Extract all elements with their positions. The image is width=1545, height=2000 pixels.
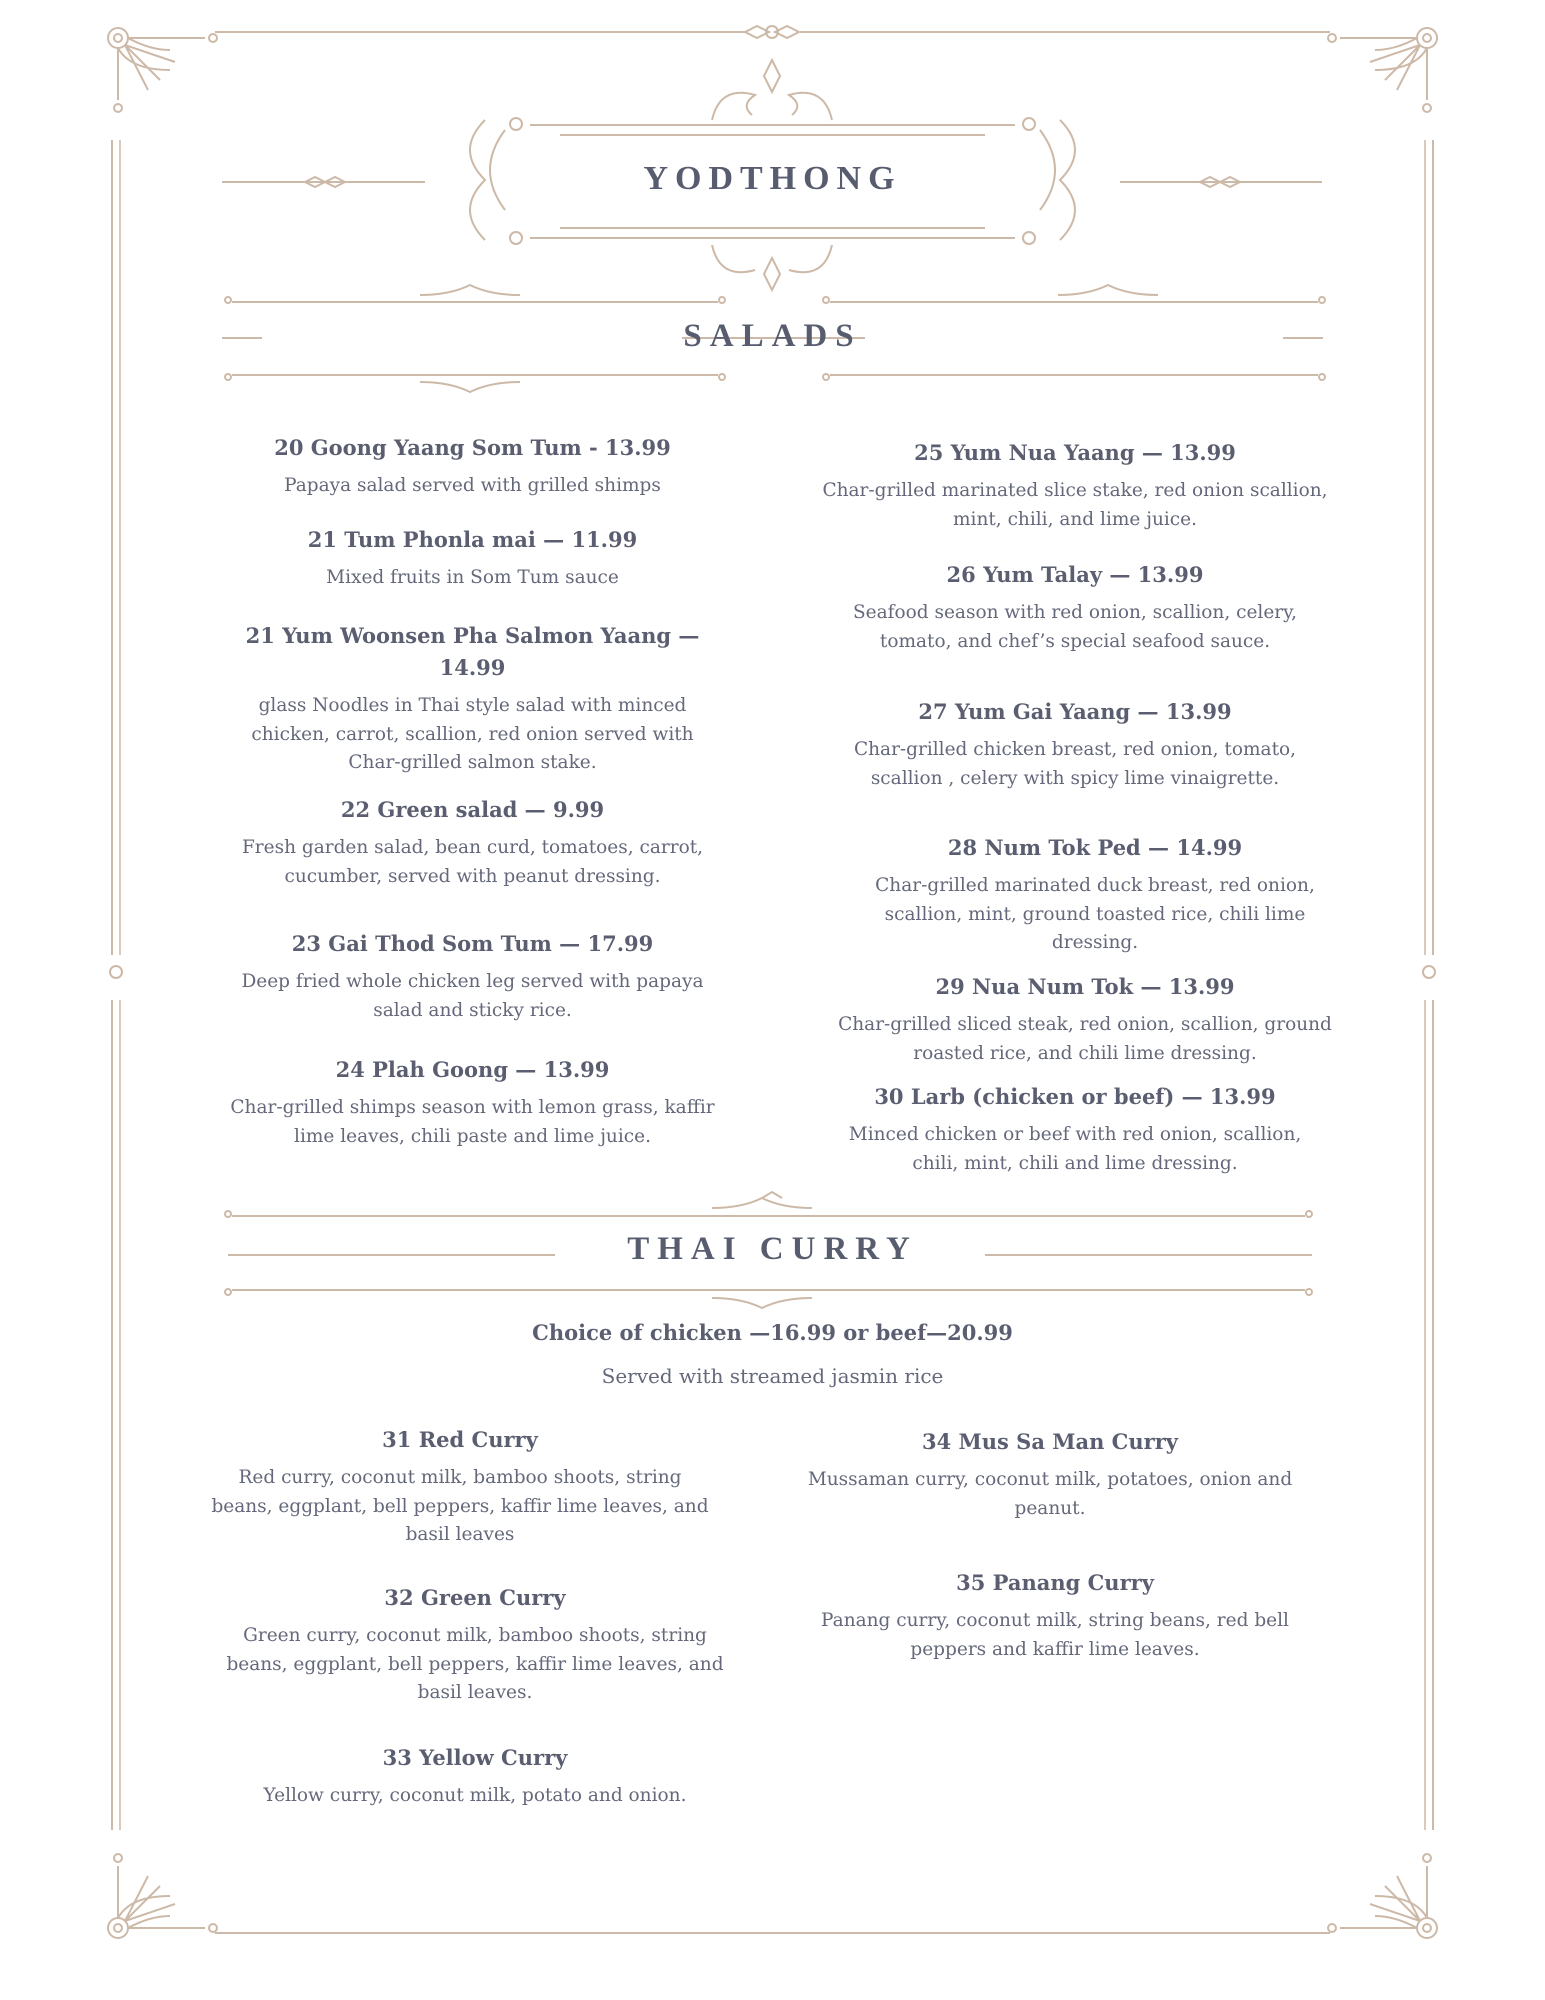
- item-description: Fresh garden salad, bean curd, tomatoes, carrot, cucumber, served with peanut dressing.: [241, 837, 704, 887]
- section-title-salads: SALADS: [683, 318, 862, 354]
- item-name: 34 Mus Sa Man Curry: [921, 1429, 1178, 1454]
- item-name: 33 Yellow Curry: [382, 1745, 568, 1770]
- item-name: 30 Larb (chicken or beef) — 13.99: [874, 1084, 1276, 1109]
- item-description: Panang curry, coconut milk, string beans, red bell peppers and kaffir lime leaves.: [821, 1610, 1289, 1660]
- item-description: Yellow curry, coconut milk, potato and onion.: [263, 1785, 687, 1806]
- item-description: glass Noodles in Thai style salad with minced chicken, carrot, scallion, red onion served with Char-grilled salmon stake.: [251, 695, 694, 773]
- menu-item: [830, 971, 1340, 1068]
- item-name: 26 Yum Talay — 13.99: [946, 562, 1204, 587]
- item-description: Char-grilled sliced steak, red onion, scallion, ground roasted rice, and chili lime dressing.: [838, 1014, 1332, 1064]
- menu-item: [835, 1081, 1315, 1178]
- menu-item: [795, 1426, 1305, 1523]
- menu-item: [220, 1582, 730, 1708]
- item-description: Papaya salad served with grilled shimps: [284, 475, 661, 496]
- menu-item: [220, 928, 725, 1025]
- item-description: Green curry, coconut milk, bamboo shoots, string beans, eggplant, bell peppers, kaffir lime leaves, and basil leaves.: [226, 1625, 724, 1703]
- item-description: Deep fried whole chicken leg served with papaya salad and sticky rice.: [241, 971, 704, 1021]
- item-name: 24 Plah Goong — 13.99: [335, 1057, 610, 1082]
- menu-item: [820, 559, 1330, 656]
- item-description: Char-grilled marinated slice stake, red onion scallion, mint, chili, and lime juice.: [822, 480, 1328, 530]
- curry-price-choice: Choice of chicken —16.99 or beef—20.99: [532, 1320, 1013, 1345]
- item-description: Char-grilled marinated duck breast, red onion, scallion, mint, ground toasted rice, chili lime dressing.: [875, 875, 1315, 953]
- item-description: Red curry, coconut milk, bamboo shoots, string beans, eggplant, bell peppers, kaffir lime leaves, and basil leaves: [211, 1467, 709, 1545]
- item-name: 28 Num Tok Ped — 14.99: [947, 835, 1243, 860]
- item-name: 35 Panang Curry: [956, 1570, 1154, 1595]
- item-description: Char-grilled shimps season with lemon grass, kaffir lime leaves, chili paste and lime juice.: [230, 1097, 715, 1147]
- menu-item: [220, 432, 725, 501]
- menu-item: [220, 1054, 725, 1151]
- item-name: 22 Green salad — 9.99: [340, 797, 605, 822]
- item-name: 29 Nua Num Tok — 13.99: [935, 974, 1235, 999]
- menu-item: [855, 832, 1335, 958]
- item-name: 21 Yum Woonsen Pha Salmon Yaang — 14.99: [245, 623, 700, 680]
- menu-item: [205, 1424, 715, 1550]
- curry-served-note: Served with streamed jasmin rice: [601, 1364, 944, 1388]
- section-title-thai-curry: THAI CURRY: [627, 1231, 918, 1267]
- menu-item: [220, 794, 725, 891]
- item-name: 21 Tum Phonla mai — 11.99: [307, 527, 638, 552]
- menu-item: [220, 524, 725, 593]
- menu-item: [820, 696, 1330, 793]
- restaurant-name: YODTHONG: [643, 160, 902, 197]
- menu-item: [220, 1742, 730, 1811]
- menu-item: [820, 437, 1330, 534]
- menu-item: [800, 1567, 1310, 1664]
- item-name: 20 Goong Yaang Som Tum - 13.99: [274, 435, 671, 460]
- item-name: 23 Gai Thod Som Tum — 17.99: [291, 931, 654, 956]
- item-description: Seafood season with red onion, scallion, celery, tomato, and chef’s special seafood sauce.: [852, 602, 1298, 652]
- item-name: 32 Green Curry: [384, 1585, 566, 1610]
- menu-item: [230, 620, 715, 778]
- item-name: 31 Red Curry: [382, 1427, 538, 1452]
- item-name: 27 Yum Gai Yaang — 13.99: [918, 699, 1232, 724]
- item-name: 25 Yum Nua Yaang — 13.99: [914, 440, 1236, 465]
- item-description: Minced chicken or beef with red onion, scallion, chili, mint, chili and lime dressing.: [848, 1124, 1302, 1174]
- item-description: Mixed fruits in Som Tum sauce: [326, 567, 619, 588]
- item-description: Mussaman curry, coconut milk, potatoes, onion and peanut.: [807, 1469, 1293, 1519]
- item-description: Char-grilled chicken breast, red onion, tomato, scallion , celery with spicy lime vinaigrette.: [853, 739, 1297, 789]
